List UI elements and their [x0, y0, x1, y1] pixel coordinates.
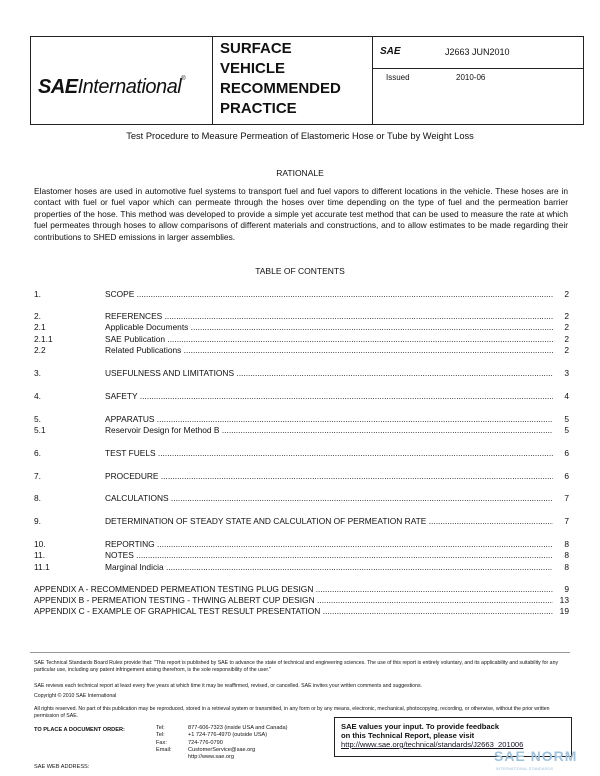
toc-number: 2.	[34, 311, 41, 321]
toc-page: 8	[564, 562, 569, 572]
toc-title: Related Publications .....	[105, 345, 553, 355]
toc-title: APPARATUS .....	[105, 414, 553, 424]
toc-page: 19	[559, 606, 569, 616]
toc-title: Reservoir Design for Method B .....	[105, 425, 553, 435]
doc-type-line: VEHICLE	[220, 60, 286, 77]
toc-entry[interactable]	[34, 322, 569, 333]
toc-number: 11.	[34, 550, 46, 560]
toc-title: REFERENCES .....	[105, 311, 553, 321]
sae-norm-watermark: SAE NORM	[494, 748, 578, 764]
sae-mark: SAE	[380, 46, 401, 57]
toc-number: 1.	[34, 289, 41, 299]
toc-appendix[interactable]	[34, 584, 569, 595]
toc-page: 3	[564, 368, 569, 378]
toc-title: SAFETY .....	[105, 391, 553, 401]
toc-number: 10.	[34, 539, 46, 549]
feedback-text: on this Technical Report, please visit	[341, 731, 475, 740]
issued-date: 2010-06	[456, 73, 486, 82]
website-link[interactable]: http://www.sae.org	[188, 754, 235, 761]
toc-entry[interactable]	[34, 493, 569, 504]
toc-entry[interactable]	[34, 550, 569, 561]
toc-number: 2.1	[34, 322, 46, 332]
rights-text: All rights reserved. No part of this publication may be reproduced, stored in a retrieval system or transmitted, in any form or by any means, electronic, mechanical, photocopying, recording, or otherwise, without the prior written permission of SAE.	[34, 706, 550, 719]
header-divider	[212, 36, 213, 124]
contact-value: 724-776-0790	[188, 739, 223, 746]
toc-entry[interactable]	[34, 289, 569, 300]
toc-page: 2	[564, 289, 569, 299]
doc-type-line: PRACTICE	[220, 100, 297, 117]
toc-number: 5.1	[34, 425, 46, 435]
toc-number: 2.1.1	[34, 334, 53, 344]
toc-entry[interactable]	[34, 334, 569, 345]
contact-value: +1 724-776-4970 (outside USA)	[188, 732, 268, 739]
contact-value: 877-606-7323 (inside USA and Canada)	[188, 725, 288, 731]
toc-page: 6	[564, 471, 569, 481]
toc-number: 11.1	[34, 562, 50, 572]
toc-entry[interactable]	[34, 516, 569, 527]
toc-page: 2	[564, 334, 569, 344]
toc-entry[interactable]	[34, 471, 569, 482]
toc-title: USEFULNESS AND LIMITATIONS .....	[105, 368, 553, 378]
toc-title: SCOPE .....	[105, 289, 553, 299]
contact-label: Tel:	[156, 732, 165, 739]
header-divider	[372, 68, 583, 69]
watermark-subtitle: INTERNATIONAL STANDARDS	[496, 766, 554, 771]
toc-appendix[interactable]	[34, 606, 569, 617]
toc-entry[interactable]	[34, 414, 569, 425]
policy-text: SAE Technical Standards Board Rules provide that: "This report is published by SAE to advance the state of technical and engineering sciences. The use of this report is entirely voluntary, and its applicability and suitability for any particular use, including any patent infringement arising therefrom, is the sole responsibility of the user."	[34, 660, 559, 673]
toc-entry[interactable]	[34, 391, 569, 402]
feedback-link[interactable]: http://www.sae.org/technical/standards/J2663_201006	[341, 740, 524, 749]
issued-label: Issued	[386, 73, 410, 82]
contact-block	[156, 725, 288, 761]
contact-label: Email:	[156, 746, 172, 753]
copyright-text: Copyright © 2010 SAE International	[34, 693, 117, 699]
toc-number: 6.	[34, 448, 41, 458]
toc-title: Marginal Indicia .....	[105, 562, 553, 572]
toc-title: NOTES .....	[105, 550, 553, 560]
document-number: J2663 JUN2010	[445, 47, 510, 57]
toc-title: PROCEDURE .....	[105, 471, 553, 481]
toc-number: 7.	[34, 471, 41, 481]
toc-entry[interactable]	[34, 562, 569, 573]
toc-title: APPENDIX B - PERMEATION TESTING - THWING ALBERT CUP DESIGN .....	[34, 595, 553, 605]
toc-title: Applicable Documents .....	[105, 322, 553, 332]
toc-page: 2	[564, 322, 569, 332]
toc-entry[interactable]	[34, 345, 569, 356]
toc-title: TEST FUELS .....	[105, 448, 553, 458]
toc-number: 9.	[34, 516, 41, 526]
toc-title: SAE Publication .....	[105, 334, 553, 344]
contact-label: Tel:	[156, 725, 165, 731]
contact-label: Fax:	[156, 739, 167, 746]
toc-appendix[interactable]	[34, 595, 569, 606]
toc-entry[interactable]	[34, 311, 569, 322]
order-label: TO PLACE A DOCUMENT ORDER:	[34, 727, 125, 733]
document-title: Test Procedure to Measure Permeation of Elastomeric Hose or Tube by Weight Loss	[126, 131, 474, 141]
toc-title: APPENDIX A - RECOMMENDED PERMEATION TESTING PLUG DESIGN .....	[34, 584, 553, 594]
review-text: SAE reviews each technical report at least every five years at which time it may be reaffirmed, revised, or cancelled. SAE invites your written comments and suggestions.	[34, 683, 422, 689]
feedback-text: SAE values your input. To provide feedback	[341, 722, 500, 731]
toc-entry[interactable]	[34, 368, 569, 379]
doc-type-line: SURFACE	[220, 40, 292, 57]
toc-title: DETERMINATION OF STEADY STATE AND CALCULATION OF PERMEATION RATE .....	[105, 516, 553, 526]
toc-title: REPORTING .....	[105, 539, 553, 549]
logo-sae-text: SAE	[38, 76, 78, 98]
document-type	[220, 39, 370, 119]
email-link[interactable]: CustomerService@sae.org	[188, 746, 256, 753]
toc-page: 8	[564, 539, 569, 549]
toc-title: APPENDIX C - EXAMPLE OF GRAPHICAL TEST RESULT PRESENTATION .....	[34, 606, 553, 616]
doc-type-line: RECOMMENDED	[220, 80, 341, 97]
header-divider	[372, 36, 373, 124]
toc-entry[interactable]	[34, 448, 569, 459]
toc-page: 9	[564, 584, 569, 594]
web-address-label: SAE WEB ADDRESS:	[34, 764, 90, 770]
toc-number: 2.2	[34, 345, 46, 355]
toc-number: 5.	[34, 414, 41, 424]
footer-divider	[30, 652, 570, 653]
toc-entry[interactable]	[34, 539, 569, 550]
rationale-text: Elastomer hoses are used in automotive fuel systems to transport fuel and fuel vapors to different locations in the vehicle. These hoses are in contact with fuel or fuel vapor which can permeate through the hoses over time depending on the type of fuel and the permeation barrier properties of the hose. This method was developed to provide a simple yet accurate test method that can be used to measure the rate at which fuel permeates through hoses to allow comparisons of different materials and constructions, and to allow estimates to be made regarding their contributions to SHED emissions in larger assemblies.	[34, 186, 568, 242]
toc-entry[interactable]	[34, 425, 569, 436]
toc-number: 8.	[34, 493, 41, 503]
rationale-heading: RATIONALE	[276, 168, 324, 178]
toc-page: 7	[564, 493, 569, 503]
toc-page: 2	[564, 345, 569, 355]
toc-page: 2	[564, 311, 569, 321]
toc-page: 13	[559, 595, 569, 605]
toc-title: CALCULATIONS .....	[105, 493, 553, 503]
logo-trademark: ®	[181, 76, 186, 82]
toc-page: 5	[564, 425, 569, 435]
toc-page: 5	[564, 414, 569, 424]
toc-heading: TABLE OF CONTENTS	[255, 266, 345, 276]
toc-page: 7	[564, 516, 569, 526]
toc-page: 6	[564, 448, 569, 458]
toc-page: 4	[564, 391, 569, 401]
sae-international-logo	[38, 76, 185, 99]
toc-number: 3.	[34, 368, 41, 378]
logo-international-text: International	[77, 76, 182, 98]
toc-page: 8	[564, 550, 569, 560]
toc-number: 4.	[34, 391, 41, 401]
